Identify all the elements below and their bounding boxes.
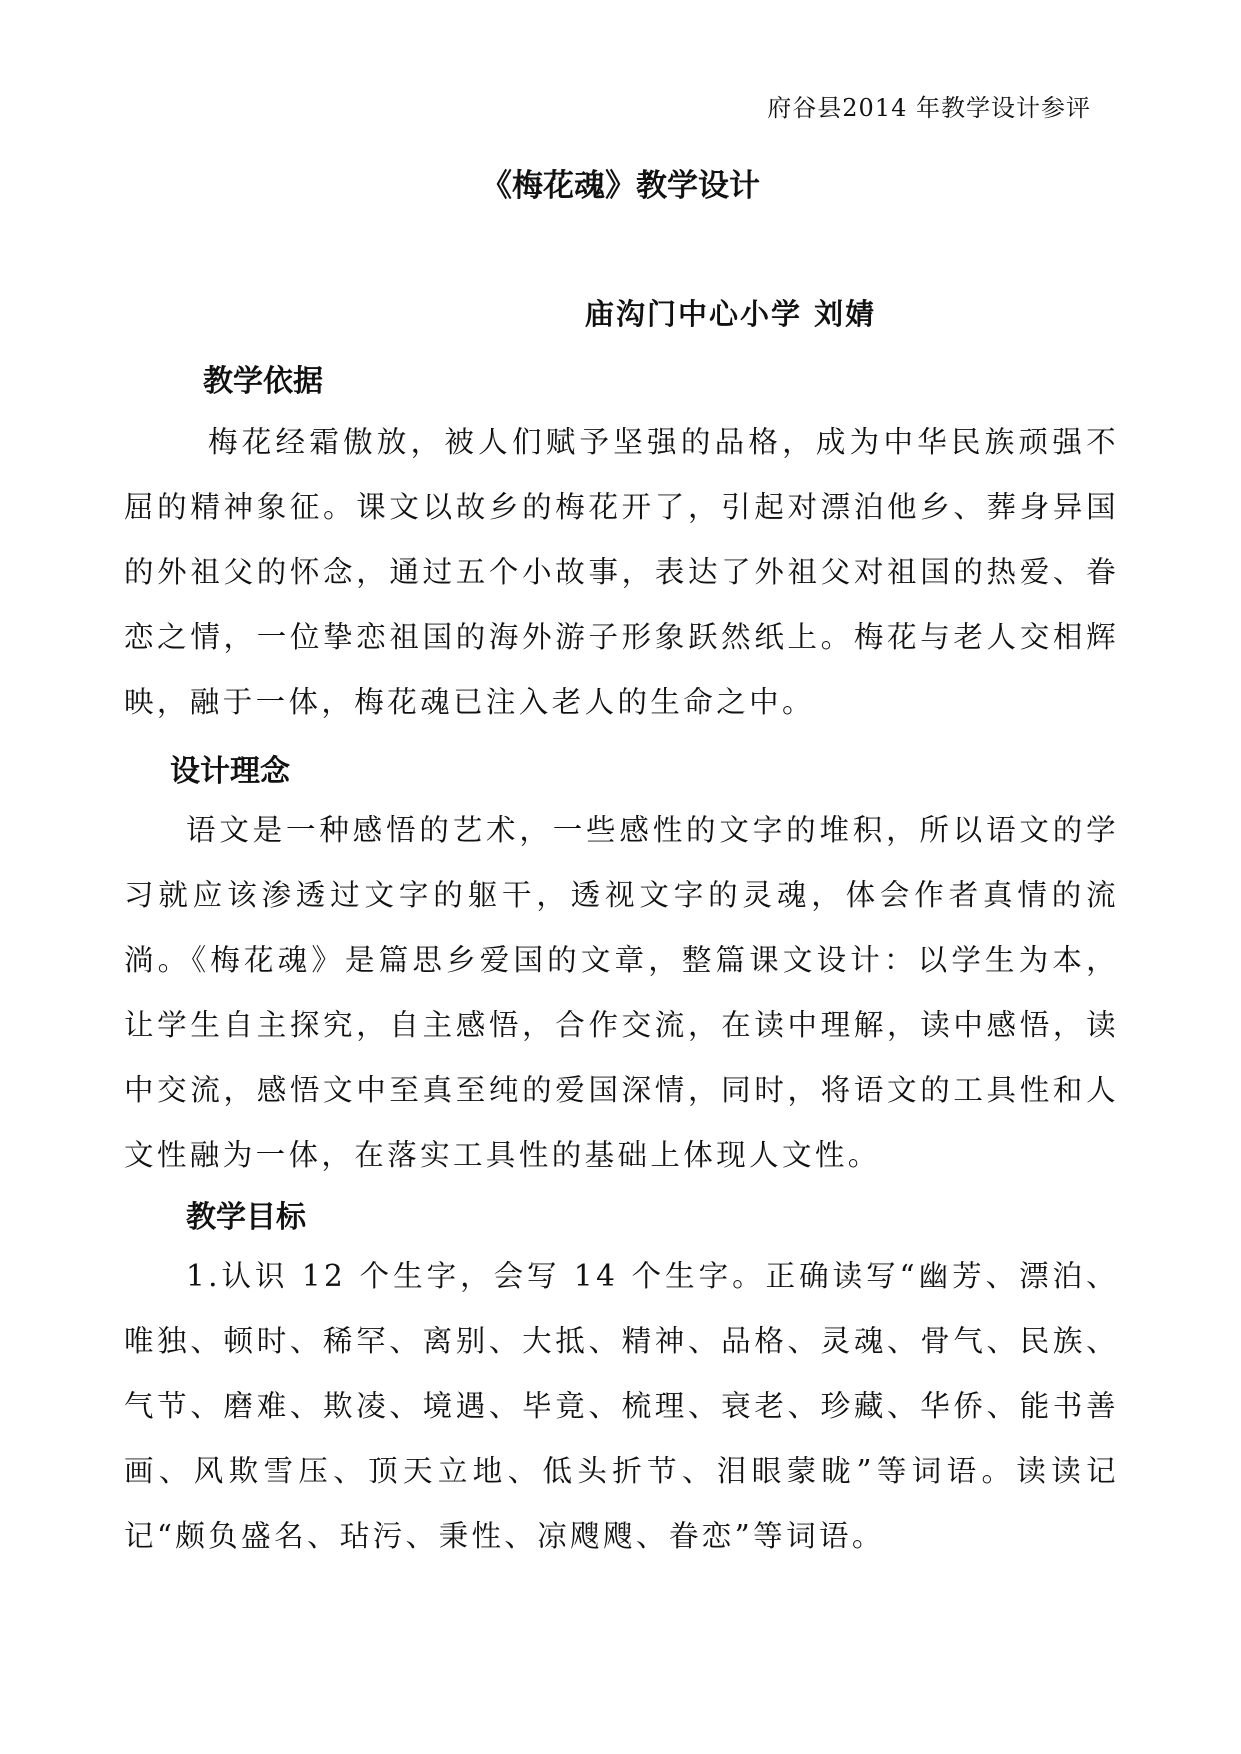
section-heading-teaching-basis: 教学依据 bbox=[203, 364, 323, 399]
section-heading-design-concept: 设计理念 bbox=[170, 754, 290, 789]
author-line: 庙沟门中心小学 刘婧 bbox=[585, 297, 877, 331]
section-body-design-concept: 语文是一种感悟的艺术，一些感性的文字的堆积，所以语文的学习就应该渗透过文字的躯干，透视文字的灵魂，体会作者真情的流淌。《梅花魂》是篇思乡爱国的文章，整篇课文设计：以学生为本，让学生自主探究，自主感悟，合作交流，在读中理解，读中感悟，读中交流，感悟文中至真至纯的爱国深情，同时，将语文的工具性和人文性融为一体，在落实工具性的基础上体现人文性。 bbox=[124, 813, 1119, 1172]
header-note: 府谷县2014 年教学设计参评 bbox=[767, 94, 1091, 122]
section-body-teaching-basis: 梅花经霜傲放，被人们赋予坚强的品格，成为中华民族顽强不屈的精神象征。课文以故乡的梅花开了，引起对漂泊他乡、葬身异国的外祖父的怀念，通过五个小故事，表达了外祖父对祖国的热爱、眷恋之情，一位挚恋祖国的海外游子形象跃然纸上。梅花与老人交相辉映，融于一体，梅花魂已注入老人的生命之中。 bbox=[124, 425, 1119, 719]
section-body-teaching-goals: 1.认识 12 个生字，会写 14 个生字。正确读写“幽芳、漂泊、唯独、顿时、稀罕、离别、大抵、精神、品格、灵魂、骨气、民族、气节、磨难、欺凌、境遇、毕竟、梳理、衰老、珍藏、华侨、能书善画、风欺雪压、顶天立地、低头折节、泪眼蒙眬”等词语。读读记记“颇负盛名、玷污、秉性、凉飕飕、眷恋”等词语。 bbox=[124, 1259, 1119, 1553]
document-title: 《梅花魂》教学设计 bbox=[481, 168, 760, 204]
section-heading-teaching-goals: 教学目标 bbox=[186, 1200, 306, 1235]
